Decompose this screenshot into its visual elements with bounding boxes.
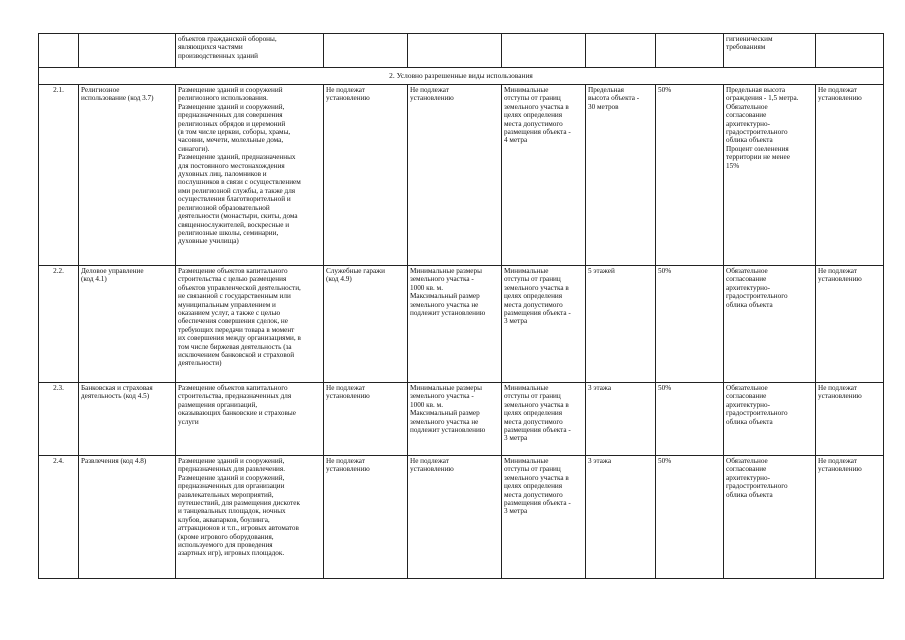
cell-description: Размещение объектов капитального строительства, предназначенных для размещения организаций, оказывающих банковские и страховые услуги bbox=[176, 383, 324, 456]
cell-description: Размещение зданий и сооружений, предназначенных для развлечения. Размещение зданий и сооружений, предназначенных для организации развлекательных мероприятий, путешествий, для размещения дискотек и танцевальных площадок, ночных клубов, аквапарков, боулинга, аттракционов и т.п., игровых автоматов (кроме игрового оборудования, используемого для проведения азартных игр), игровых площадок. bbox=[176, 456, 324, 579]
cell-setbacks: Минимальные отступы от границ земельного участка в целях определения места допустимого размещения объекта - 3 метра bbox=[502, 456, 586, 579]
cell-coverage: 50% bbox=[656, 383, 724, 456]
cell-aux: Не подлежат установлению bbox=[324, 383, 408, 456]
cell-name: Развлечения (код 4.8) bbox=[79, 456, 176, 579]
cell-limits bbox=[816, 34, 884, 68]
cell-num: 2.4. bbox=[39, 456, 79, 579]
cell-num: 2.3. bbox=[39, 383, 79, 456]
cell-height: Предельная высота объекта - 30 метров bbox=[586, 85, 656, 266]
table-row bbox=[39, 266, 884, 383]
cell-plot-size: Минимальные размеры земельного участка - 1000 кв. м. Максимальный размер земельного участка не подлежит установлению bbox=[408, 383, 502, 456]
cell-coverage: 50% bbox=[656, 456, 724, 579]
cell-num: 2.2. bbox=[39, 266, 79, 383]
cell-limits: Не подлежат установлению bbox=[816, 85, 884, 266]
cell-limits: Не подлежат установлению bbox=[816, 383, 884, 456]
table-row bbox=[39, 456, 884, 579]
cell-height: 5 этажей bbox=[586, 266, 656, 383]
cell-aux: Не подлежат установлению bbox=[324, 456, 408, 579]
table-row bbox=[39, 85, 884, 266]
cell-name: Банковская и страховая деятельность (код 4.5) bbox=[79, 383, 176, 456]
cell-coverage bbox=[656, 34, 724, 68]
cell-setbacks: Минимальные отступы от границ земельного участка в целях определения места допустимого размещения объекта - 4 метра bbox=[502, 85, 586, 266]
cell-height: 3 этажа bbox=[586, 383, 656, 456]
cell-limits: Не подлежат установлению bbox=[816, 456, 884, 579]
table-row bbox=[39, 383, 884, 456]
cell-height: 3 этажа bbox=[586, 456, 656, 579]
cell-setbacks bbox=[502, 34, 586, 68]
cell-limits: Не подлежат установлению bbox=[816, 266, 884, 383]
cell-aux bbox=[324, 34, 408, 68]
section-title: 2. Условно разрешенные виды использования bbox=[39, 68, 884, 85]
cell-num bbox=[39, 34, 79, 68]
cell-plot-size: Не подлежат установлению bbox=[408, 85, 502, 266]
cell-name: Религиозное использование (код 3.7) bbox=[79, 85, 176, 266]
cell-description: Размещение зданий и сооружений религиозного использования. Размещение зданий и сооружений, предназначенных для совершения религиозных обрядов и церемоний (в том числе церкви, соборы, храмы, часовни, мечети, молельные дома, синагоги). Размещение зданий, предназначенных для постоянного местонахождения духовных лиц, паломников и послушников в связи с осуществлением ими религиозной службы, а также для осуществления благотворительной и религиозной образовательной деятельности (монастыри, скиты, дома священнослужителей, воскресные и религиозные школы, семинарии, духовные училища) bbox=[176, 85, 324, 266]
cell-description: Размещение объектов капитального строительства с целью размещения объектов управленческой деятельности, не связанной с государственным или муниципальным управлением и оказанием услуг, а также с целью обеспечения совершения сделок, не требующих передачи товара в момент их совершения между организациями, в том числе биржевая деятельность (за исключением банковской и страховой деятельности) bbox=[176, 266, 324, 383]
cell-setbacks: Минимальные отступы от границ земельного участка в целях определения места допустимого размещения объекта - 3 метра bbox=[502, 266, 586, 383]
cell-coverage: 50% bbox=[656, 266, 724, 383]
cell-plot-size: Минимальные размеры земельного участка - 1000 кв. м. Максимальный размер земельного участка не подлежит установлению bbox=[408, 266, 502, 383]
cell-num: 2.1. bbox=[39, 85, 79, 266]
section-header-row bbox=[39, 68, 884, 85]
cell-other: Предельная высота ограждения - 1,5 метра. Обязательное согласование архитектурно- градостроительного облика объекта Процент озеленения территории не менее 15% bbox=[724, 85, 816, 266]
cell-setbacks: Минимальные отступы от границ земельного участка в целях определения места допустимого размещения объекта - 3 метра bbox=[502, 383, 586, 456]
cell-coverage: 50% bbox=[656, 85, 724, 266]
cell-plot-size bbox=[408, 34, 502, 68]
cell-other: Обязательное согласование архитектурно- градостроительного облика объекта bbox=[724, 456, 816, 579]
zoning-regulations-table bbox=[38, 33, 884, 579]
cell-other: Обязательное согласование архитектурно- градостроительного облика объекта bbox=[724, 383, 816, 456]
cell-name: Деловое управление (код 4.1) bbox=[79, 266, 176, 383]
cell-plot-size: Не подлежат установлению bbox=[408, 456, 502, 579]
cell-other: Обязательное согласование архитектурно- градостроительного облика объекта bbox=[724, 266, 816, 383]
table-row bbox=[39, 34, 884, 68]
cell-description: объектов гражданской обороны, являющихся частями производственных зданий bbox=[176, 34, 324, 68]
cell-name bbox=[79, 34, 176, 68]
cell-aux: Служебные гаражи (код 4.9) bbox=[324, 266, 408, 383]
cell-height bbox=[586, 34, 656, 68]
cell-other: гигиеническим требованиям bbox=[724, 34, 816, 68]
cell-aux: Не подлежат установлению bbox=[324, 85, 408, 266]
